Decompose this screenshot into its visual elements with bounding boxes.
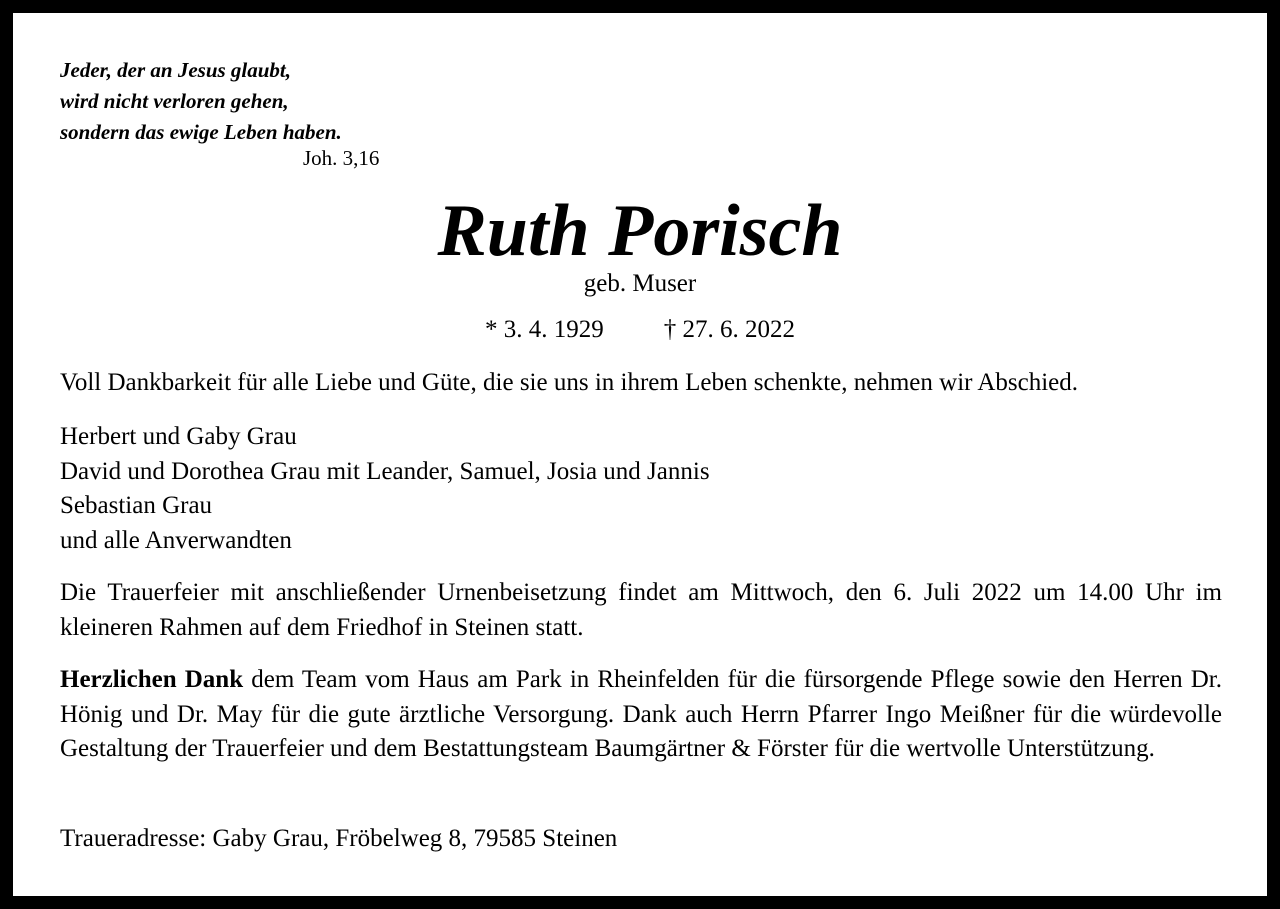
bible-verse bbox=[60, 55, 342, 148]
mourning-address: Traueradresse: Gaby Grau, Fröbelweg 8, 79585 Steinen bbox=[60, 825, 618, 852]
thanks-body: dem Team vom Haus am Park in Rheinfelden für die fürsorgende Pflege sowie den Herren Dr. Hönig und Dr. May für die gute ärztliche Versorgung. Dank auch Herrn Pfarrer Ingo Meißner für die würdevolle Gestaltung der Trauerfeier und dem Bestattungsteam Baumgärtner & Förster für die wertvolle Unterstützung. bbox=[60, 666, 1222, 762]
ceremony-text: Die Trauerfeier mit anschließender Urnenbeisetzung findet am Mittwoch, den 6. Juli 2022 um 14.00 Uhr im kleineren Rahmen auf dem Friedhof in Steinen statt. bbox=[60, 579, 1222, 641]
obituary-notice bbox=[13, 13, 1267, 896]
mourner-line: David und Dorothea Grau mit Leander, Samuel, Josia und Jannis bbox=[60, 457, 710, 485]
verse-line: Jeder, der an Jesus glaubt, bbox=[60, 58, 292, 82]
thanks-lead: Herzlichen Dank bbox=[60, 666, 244, 693]
mourner-line: Sebastian Grau bbox=[60, 492, 213, 519]
mourners-list bbox=[60, 420, 1222, 558]
death-date: † 27. 6. 2022 bbox=[663, 316, 795, 343]
farewell-text: Voll Dankbarkeit für alle Liebe und Güte, die sie uns in ihrem Leben schenkte, nehmen wir Abschied. bbox=[60, 369, 1079, 396]
mourner-line: und alle Anverwandten bbox=[60, 526, 292, 554]
birth-date: * 3. 4. 1929 bbox=[485, 316, 604, 343]
thanks-text bbox=[60, 663, 1222, 767]
verse-line: wird nicht verloren gehen, bbox=[60, 89, 289, 113]
mourner-line: Herbert und Gaby Grau bbox=[60, 423, 297, 450]
birth-name: geb. Muser bbox=[583, 270, 697, 297]
life-dates bbox=[13, 314, 1267, 346]
deceased-name: Ruth Porisch bbox=[437, 190, 843, 272]
verse-reference: Joh. 3,16 bbox=[303, 146, 380, 170]
verse-line: sondern das ewige Leben haben. bbox=[60, 120, 342, 144]
